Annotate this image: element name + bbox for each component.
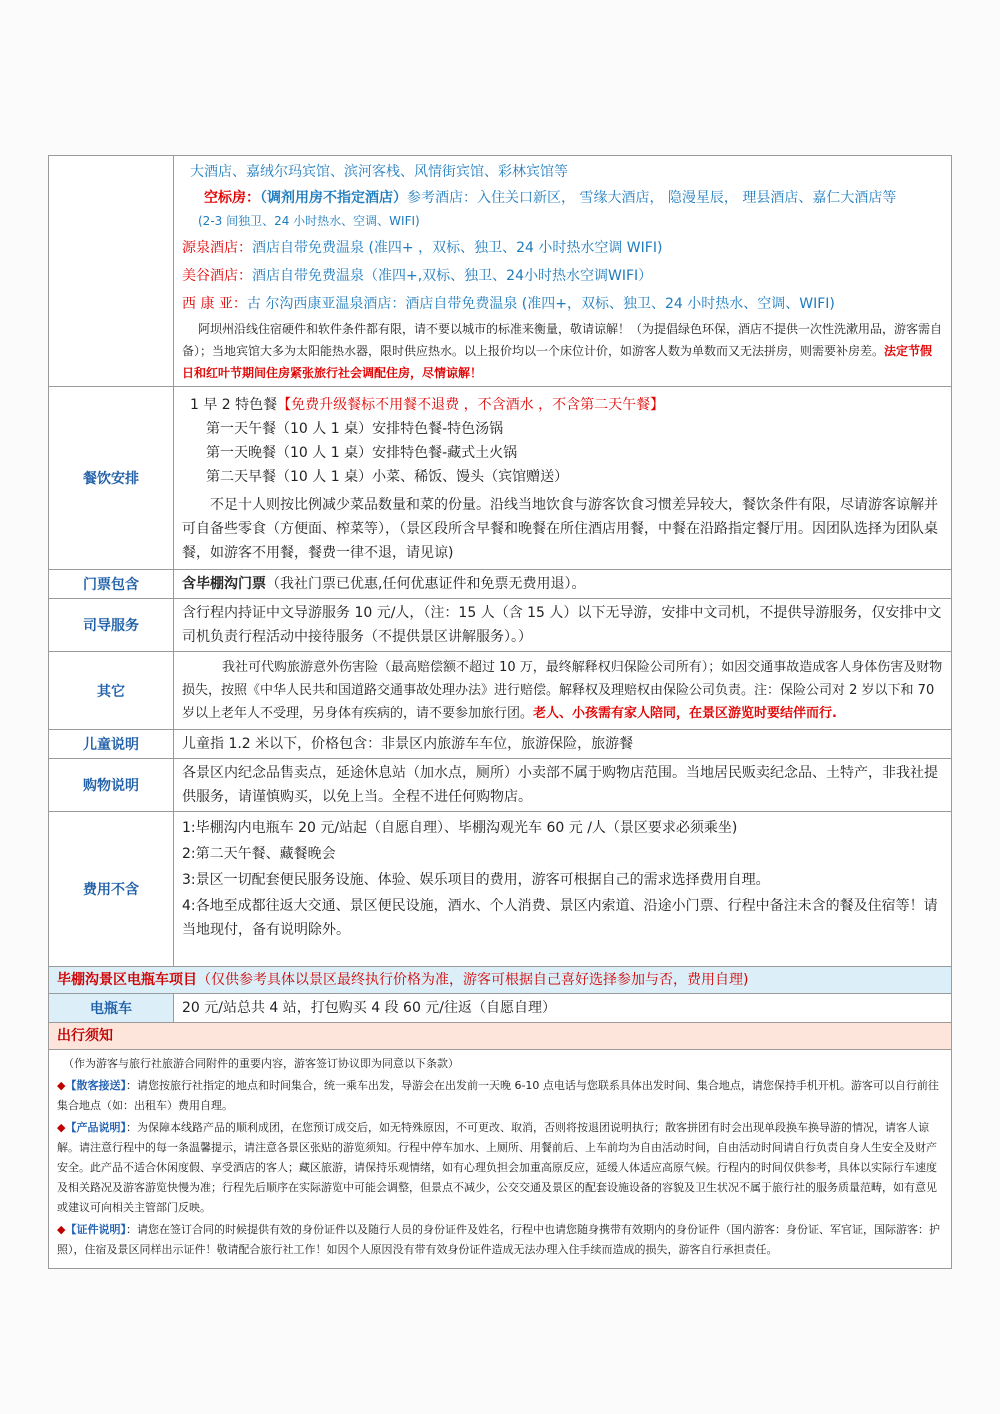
kongbiao-note: (2-3 间独卫、24 小时热水、空调、WIFI): [198, 214, 420, 228]
guide-row: [49, 599, 952, 652]
travel-notes: [49, 1050, 952, 1269]
meals-content: [174, 387, 952, 570]
meals-items: [182, 417, 943, 489]
diamond-icon: ◆: [57, 1079, 66, 1092]
hotel-notice-bold: 法定节假日和红叶节期间住房紧张旅行社会调配住房，尽情谅解！: [182, 344, 933, 380]
meals-note: 不足十人则按比例减少菜品数量和菜的份量。沿线当地饮食与游客饮食习惯差异较大，餐饮条件有限，尽请游客谅解并可自备些零食（方便面、榨菜等），（景区段所含早餐和晚餐在所住酒店用餐，中餐在沿路指定餐厅用。因团队选择为团队桌餐，如游客不用餐，餐费一律不退，请见谅): [182, 497, 938, 561]
ebike-band-note: （仅供参考具体以景区最终执行价格为准，游客可根据自己喜好选择参加与否，费用自理): [197, 972, 749, 988]
meigu-text: 酒店自带免费温泉（准四+,双标、独卫、24小时热水空调WIFI）: [252, 268, 653, 284]
meals-line1: [182, 393, 943, 417]
children-text: 儿童指 1.2 米以下，价格包含：非景区内旅游车车位，旅游保险，旅游餐: [174, 730, 952, 759]
travel-item-tag: 【散客接送】: [65, 1079, 126, 1092]
children-label: 儿童说明: [49, 730, 174, 759]
ebike-band-row: [49, 967, 952, 994]
kongbiao-text: 参考酒店：入住关口新区， 雪缘大酒店， 隐漫星辰， 理县酒店、嘉仁大酒店等: [407, 190, 897, 206]
shopping-text: 各景区内纪念品售卖点，延途休息站（加水点，厕所）小卖部不属于购物店范围。当地居民贩卖纪念品、土特产，非我社提供服务，请谨慎购买，以免上当。全程不进任何购物店。: [174, 759, 952, 812]
travel-title: 出行须知: [49, 1023, 952, 1050]
guide-text: 含行程内持证中文导游服务 10 元/人，（注：15 人（含 15 人）以下无导游，安排中文司机，不提供导游服务，仅安排中文司机负责行程活动中接待服务（不提供景区讲解服务）。）: [174, 599, 952, 652]
travel-notes-row: [49, 1050, 952, 1269]
excluded-item: 1:毕棚沟内电瓶车 20 元/站起（自愿自理）、毕棚沟观光车 60 元 /人（景区要求必须乘坐): [182, 820, 738, 836]
itinerary-page: [48, 155, 952, 1269]
children-row: [49, 730, 952, 759]
travel-item-tag: 【产品说明】: [65, 1121, 126, 1134]
tickets-row: [49, 570, 952, 599]
travel-item: [57, 1118, 943, 1218]
meigu-label: 美谷酒店：: [182, 268, 252, 284]
xikangya-text: 古 尔沟西康亚温泉酒店：酒店自带免费温泉 (准四+，双标、独卫、24 小时热水、空调、WIFI): [246, 296, 835, 312]
yuanquan-label: 源泉酒店：: [182, 240, 252, 256]
excluded-row: [49, 812, 952, 967]
kongbiao-label: 空标房：: [204, 190, 260, 206]
diamond-icon: ◆: [57, 1121, 66, 1134]
meals-line1-red: 【免费升级餐标不用餐不退费 ，不含酒水 ，不含第二天午餐】: [277, 397, 665, 413]
diamond-icon: ◆: [57, 1223, 66, 1236]
hotel-meigu: [182, 264, 943, 288]
hotel-notice: [182, 318, 943, 384]
excluded-label: 费用不含: [49, 812, 174, 967]
travel-item-text: ：请您按旅行社指定的地点和时间集合，统一乘车出发，导游会在出发前一天晚 6-10 点电话与您联系具体出发时间、集合地点，请您保持手机开机。游客可以自行前往集合地点（如：出租车）费用自理。: [57, 1079, 939, 1112]
travel-intro: （作为游客与旅行社旅游合同附件的重要内容，游客签订协议即为同意以下条款）: [63, 1057, 459, 1070]
hotel-kongbiao: [182, 186, 943, 210]
hotel-yuanquan: [182, 236, 943, 260]
meal-item: 第二天早餐（10 人 1 桌）小菜、稀饭、馒头（宾馆赠送）: [206, 469, 569, 485]
meal-item: 第一天午餐（10 人 1 桌）安排特色餐-特色汤锅: [206, 421, 504, 437]
tickets-label: 门票包含: [49, 570, 174, 599]
travel-item-text: ：为保障本线路产品的顺利成团，在您预订成交后，如无特殊原因，不可更改、取消，否则将按退团说明执行；散客拼团有时会出现单段换车换导游的情况，请客人谅解。请注意行程中的每一条温馨提示，请注意各景区张贴的游览须知。行程中停车加水、上厕所、用餐前后、上车前均为自由活动时间，自由活动时间请自行负责自身人生安全及财产安全。此产品不适合休闲度假、享受酒店的客人；藏区旅游，请保持乐观情绪，如有心理负担会加重高原反应，延缓人体适应高原气候。行程内的时间仅供参考，具体以实际行车速度及相关路况及游客游览快慢为准；行程先后顺序在实际游览中可能会调整，但景点不减少，公交交通及景区的配套设施设备的容貌及卫生状况不属于旅行社的服务质量范畴，如有意见或建议可向相关主管部门反映。: [57, 1121, 937, 1214]
ebike-row: [49, 994, 952, 1023]
meals-label: 餐饮安排: [49, 387, 174, 570]
meal-item: 第一天晚餐（10 人 1 桌）安排特色餐-藏式土火锅: [206, 445, 518, 461]
excluded-item: 3:景区一切配套便民服务设施、体验、娱乐项目的费用，游客可根据自己的需求选择费用自理。: [182, 872, 770, 888]
ebike-band: [49, 967, 952, 994]
other-red: 老人、小孩需有家人陪同，在景区游览时要结伴而行.: [533, 706, 837, 721]
travel-item-text: ：请您在签订合同的时候提供有效的身份证件以及随行人员的身份证件及姓名，行程中也请您随身携带有效期内的身份证件（国内游客：身份证、军官证，国际游客：护照），住宿及景区同样出示证件！敬请配合旅行社工作！如因个人原因没有带有效身份证件造成无法办理入住手续而造成的损失，游客自行承担责任。: [57, 1223, 940, 1256]
travel-item: [57, 1220, 943, 1260]
guide-label: 司导服务: [49, 599, 174, 652]
yuanquan-text: 酒店自带免费温泉 (准四+ ，双标、独卫、24 小时热水空调 WIFI): [252, 240, 663, 256]
travel-title-row: [49, 1023, 952, 1050]
travel-item: [57, 1076, 943, 1116]
other-label: 其它: [49, 652, 174, 730]
excluded-item: 4:各地至成都往返大交通、景区便民设施，酒水、个人消费、景区内索道、沿途小门票、行程中备注未含的餐及住宿等！请当地现付，备有说明除外。: [182, 898, 938, 938]
hotel-notice-text: 阿坝州沿线住宿硬件和软件条件都有限，请不要以城市的标准来衡量，敬请谅解！（为提倡绿色环保，酒店不提供一次性洗漱用品，游客需自备）；当地宾馆大多为太阳能热水器，限时供应热水。以上报价均以一个床位计价，如游客人数为单数而又无法拼房，则需要补房差。: [182, 322, 943, 358]
ebike-label: 电瓶车: [49, 994, 174, 1023]
other-text: 我社可代购旅游意外伤害险（最高赔偿额不超过 10 万，最终解释权归保险公司所有）；如因交通事故造成客人身体伤害及财物损失，按照《中华人民共和国道路交通事故处理办法》进行赔偿。解释权及理赔权由保险公司负责。注：保险公司对 2 岁以下和 70 岁以上老年人不受理，另身体有疾病的，请不要参加旅行团。: [182, 660, 943, 721]
travel-item-tag: 【证件说明】: [65, 1223, 126, 1236]
hotel-row: [49, 156, 952, 387]
hotel-content: [174, 156, 952, 387]
other-content: [174, 652, 952, 730]
meals-row: [49, 387, 952, 570]
ebike-text: 20 元/站总共 4 站，打包购买 4 段 60 元/往返（自愿自理）: [174, 994, 952, 1023]
hotel-line1: 大酒店、嘉绒尔玛宾馆、滨河客栈、风情街宾馆、彩林宾馆等: [190, 164, 568, 180]
tickets-bold: 含毕棚沟门票: [182, 576, 266, 592]
itinerary-table: [48, 155, 952, 1269]
ebike-band-title: 毕棚沟景区电瓶车项目: [57, 972, 197, 988]
tickets-content: [174, 570, 952, 599]
excluded-item: 2:第二天午餐、藏餐晚会: [182, 846, 336, 862]
hotel-xikangya: [182, 292, 943, 316]
shopping-row: [49, 759, 952, 812]
meals-line1-text: 1 早 2 特色餐: [190, 397, 278, 413]
excluded-content: [174, 812, 952, 967]
hotel-label-cell: [49, 156, 174, 387]
shopping-label: 购物说明: [49, 759, 174, 812]
xikangya-label: 西 康 亚：: [182, 296, 247, 312]
other-row: [49, 652, 952, 730]
tickets-text: （我社门票已优惠,任何优惠证件和免票无费用退）。: [266, 576, 586, 592]
kongbiao-bracket: （调剂用房不指定酒店）: [260, 190, 407, 206]
